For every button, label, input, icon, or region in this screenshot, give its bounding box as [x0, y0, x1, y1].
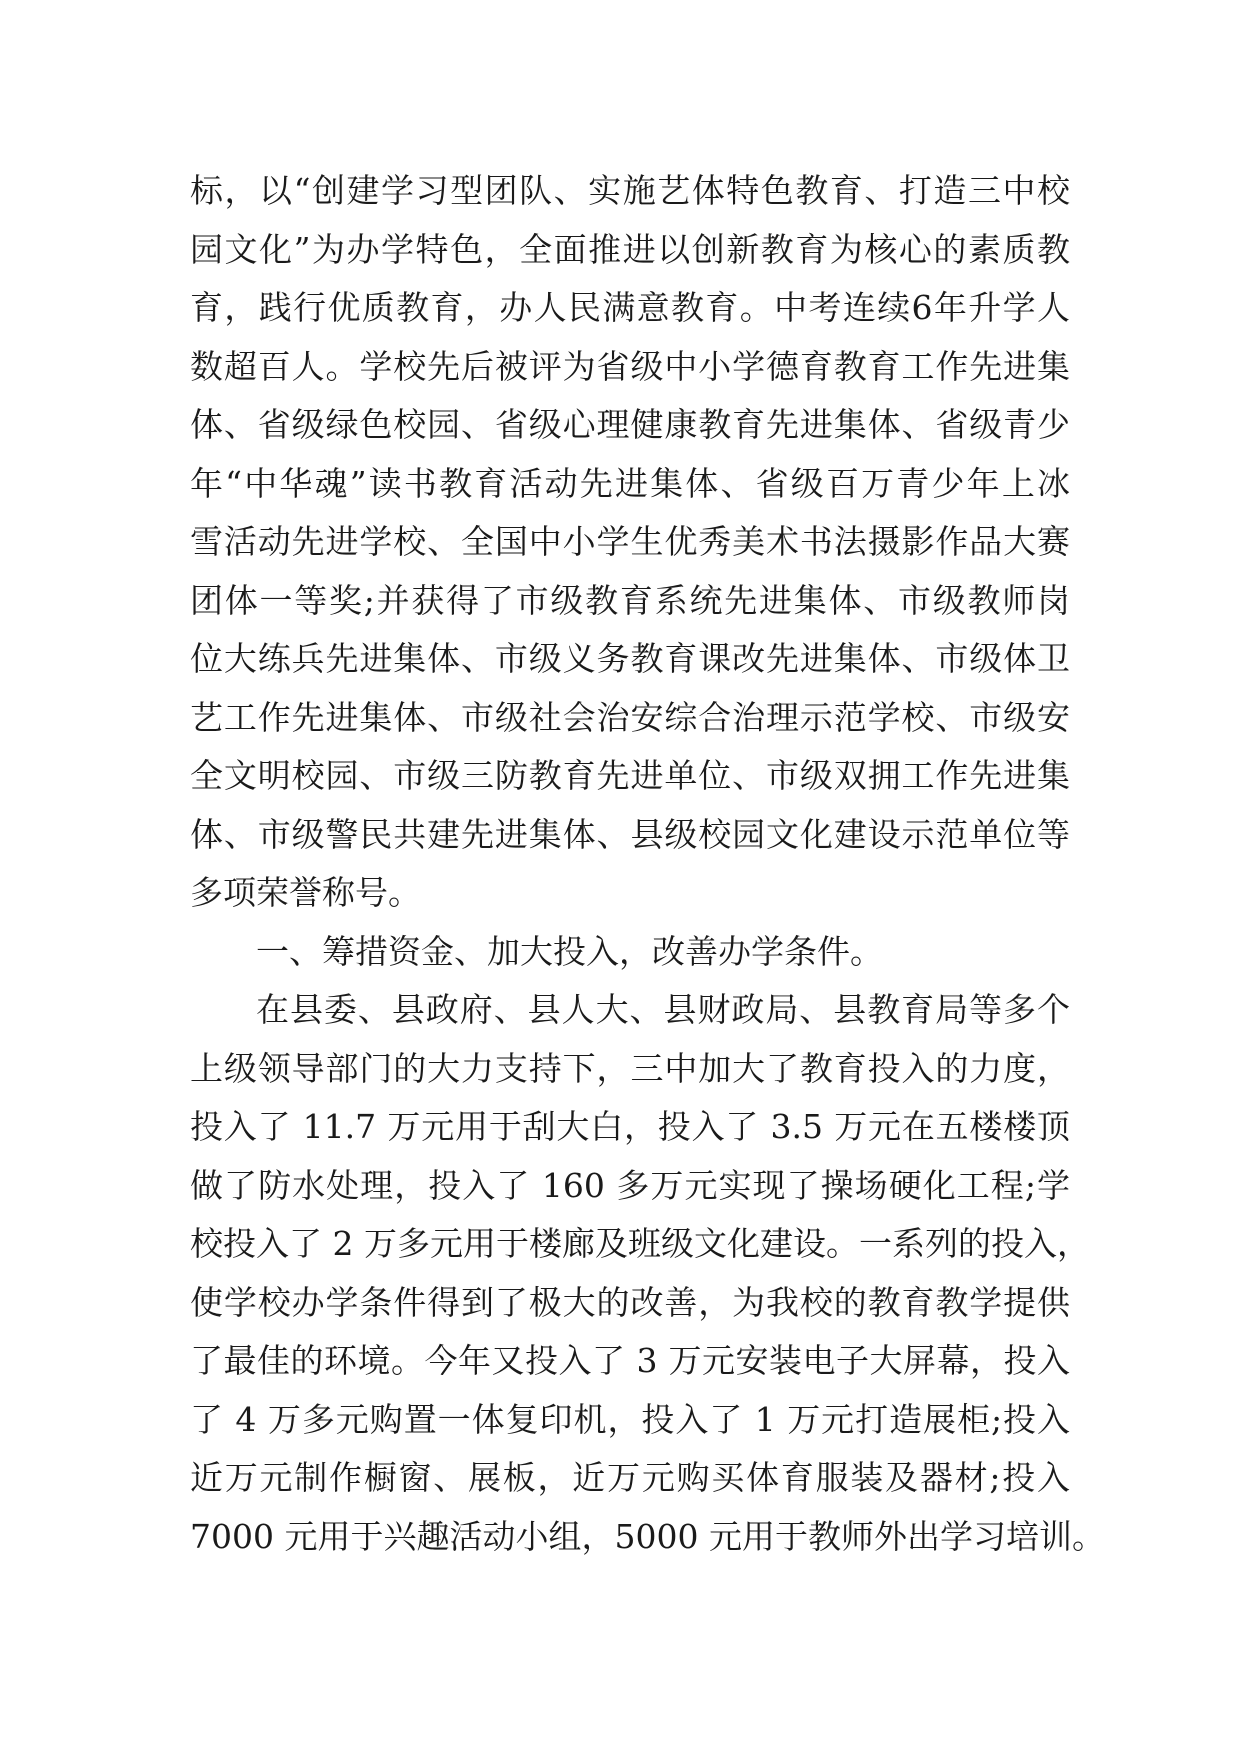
paragraph-investment: [190, 981, 1105, 1566]
paragraph-honors: [190, 162, 1070, 923]
text-line: 艺工作先进集体、市级社会治安综合治理示范学校、市级安: [190, 697, 1070, 737]
text-line: 投入了 11.7 万元用于刮大白，投入了 3.5 万元在五楼楼顶: [190, 1107, 1070, 1146]
text-line: 校投入了 2 万多元用于楼廊及班级文化建设。一系列的投入，: [190, 1224, 1090, 1263]
text-line: 体、省级绿色校园、省级心理健康教育先进集体、省级青少: [190, 405, 1070, 444]
text-line: 园文化”为办学特色，全面推进以创新教育为核心的素质教: [190, 229, 1070, 269]
text-line: 年“中华魂”读书教育活动先进集体、省级百万青少年上冰: [190, 463, 1070, 503]
text-line: 体、市级警民共建先进集体、县级校园文化建设示范单位等: [190, 814, 1070, 854]
text-line: 7000 元用于兴趣活动小组，5000 元用于教师外出学习培训。: [190, 1516, 1105, 1556]
text-line: 标，以“创建学习型团队、实施艺体特色教育、打造三中校: [190, 171, 1070, 210]
text-line: 全文明校园、市级三防教育先进单位、市级双拥工作先进集: [190, 756, 1070, 795]
text-line: 团体一等奖;并获得了市级教育系统先进集体、市级教师岗: [190, 580, 1070, 620]
text-line: 育，践行优质教育，办人民满意教育。中考连续6年升学人: [190, 288, 1070, 327]
text-line: 多项荣誉称号。: [190, 873, 421, 912]
text-line: 上级领导部门的大力支持下，三中加大了教育投入的力度，: [190, 1048, 1070, 1088]
text-line: 位大练兵先进集体、市级义务教育课改先进集体、市级体卫: [190, 639, 1070, 678]
section-heading: [190, 923, 1070, 982]
text-line: 了最佳的环境。今年又投入了 3 万元安装电子大屏幕，投入: [190, 1341, 1070, 1380]
text-line: 在县委、县政府、县人大、县财政局、县教育局等多个: [256, 990, 1070, 1029]
text-line: 近万元制作橱窗、展板，近万元购买体育服装及器材;投入: [190, 1458, 1070, 1497]
text-line: 做了防水处理，投入了 160 多万元实现了操场硬化工程;学: [190, 1165, 1070, 1205]
text-line: 了 4 万多元购置一体复印机，投入了 1 万元打造展柜;投入: [190, 1399, 1070, 1439]
text-line: 雪活动先进学校、全国中小学生优秀美术书法摄影作品大赛: [190, 522, 1070, 561]
text-line: 数超百人。学校先后被评为省级中小学德育教育工作先进集: [190, 346, 1070, 386]
heading-line: 一、筹措资金、加大投入，改善办学条件。: [256, 931, 883, 971]
document-body: [190, 162, 1105, 1566]
text-line: 使学校办学条件得到了极大的改善，为我校的教育教学提供: [190, 1282, 1070, 1322]
